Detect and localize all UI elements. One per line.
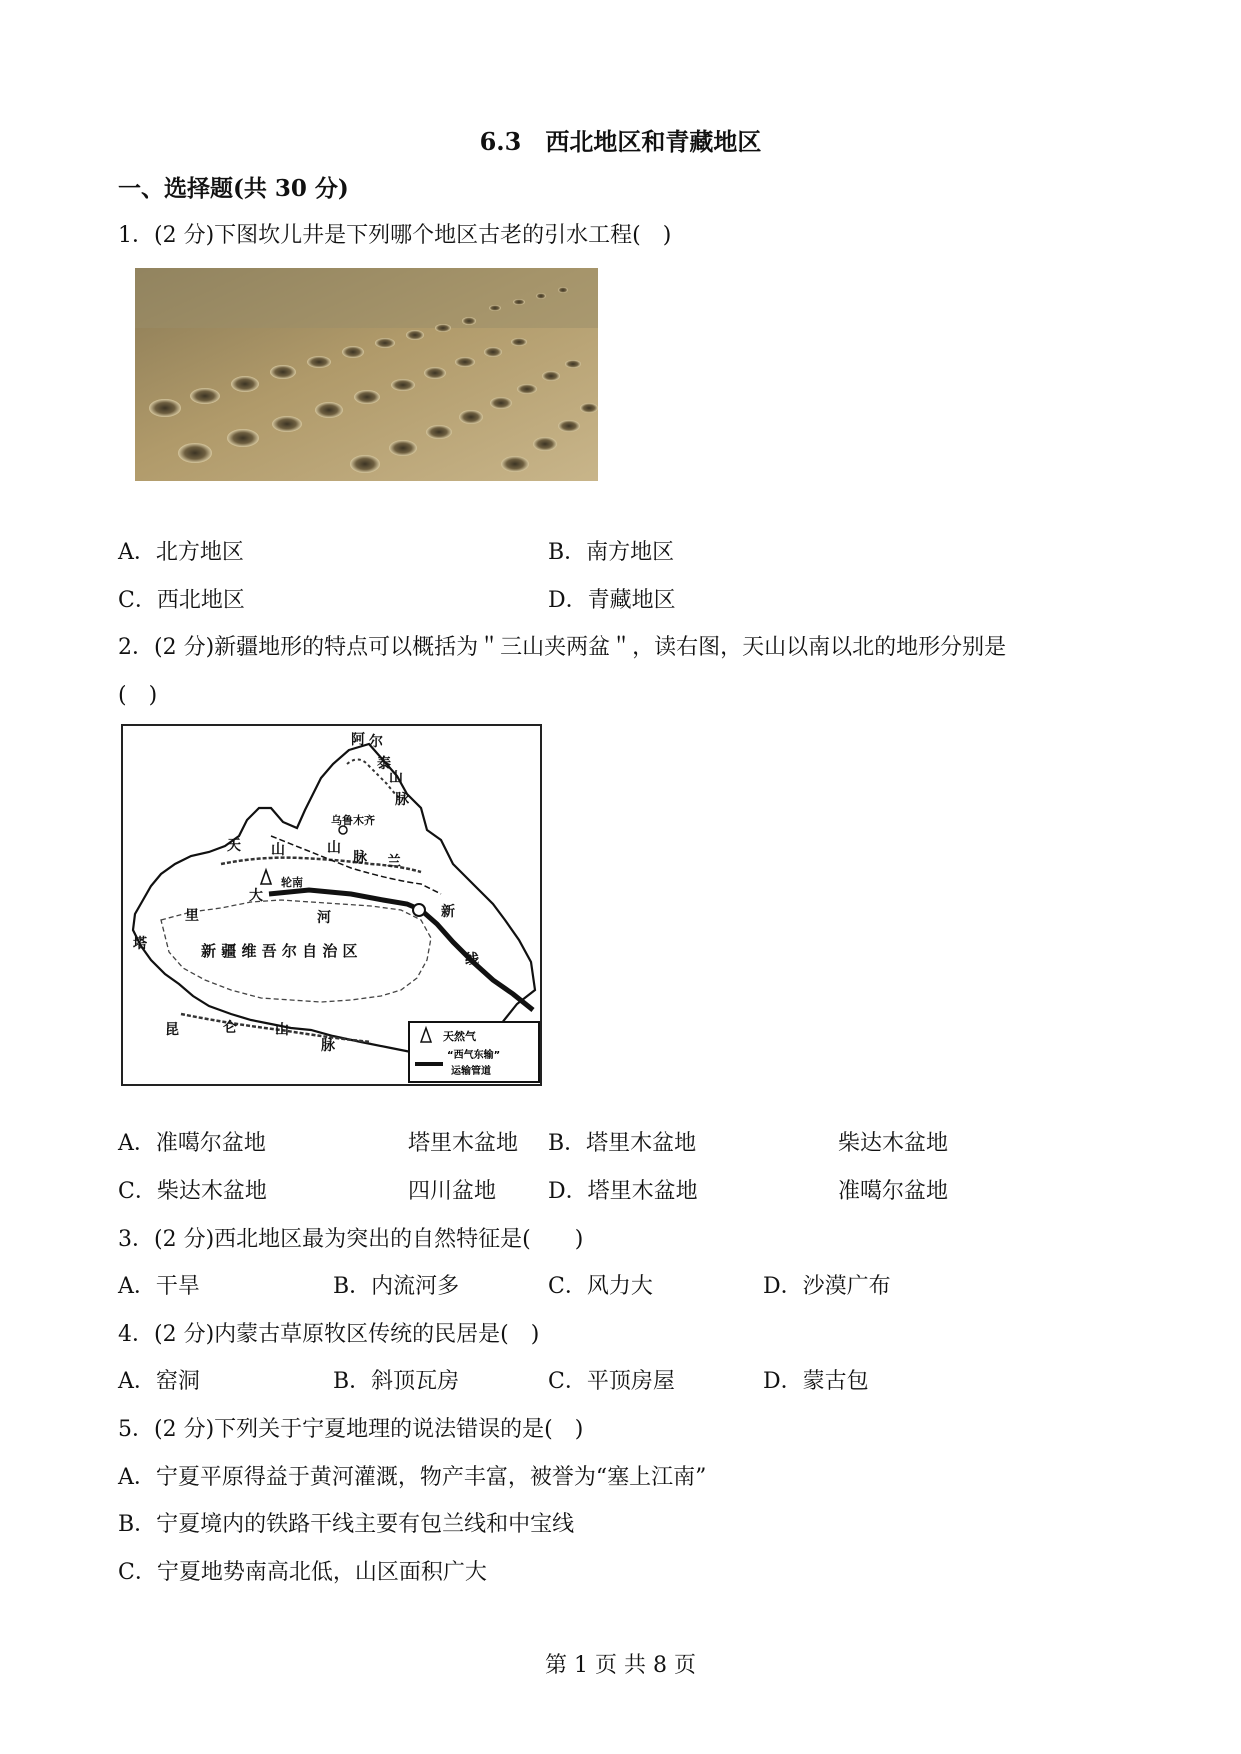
label-he: 河 — [317, 910, 331, 926]
karez-photo — [135, 268, 598, 481]
q1-option-a[interactable]: A．北方地区 — [118, 540, 244, 565]
question-2-stem-cont: ( ) — [118, 683, 158, 708]
q2-option-a-second: 塔里木盆地 — [408, 1131, 519, 1156]
q1-option-c[interactable]: C．西北地区 — [118, 588, 245, 613]
q2-option-d-second: 准噶尔盆地 — [838, 1179, 949, 1204]
q3-option-a[interactable]: A．干旱 — [118, 1274, 200, 1299]
label-kun: 昆 — [165, 1022, 179, 1038]
q4-option-a[interactable]: A．窑洞 — [118, 1369, 200, 1394]
pipeline-node — [413, 904, 425, 916]
label-kmai: 脉 — [321, 1038, 335, 1054]
page-footer: 第 1 页 共 8 页 — [545, 1653, 696, 1678]
label-tshan2: 山 — [327, 840, 341, 856]
label-tai: 泰 — [377, 756, 391, 772]
question-5-stem: 5．(2 分)下列关于宁夏地理的说法错误的是( ) — [118, 1417, 584, 1442]
label-xian: 线 — [465, 952, 479, 968]
urumqi-marker — [339, 826, 347, 834]
xinjiang-map — [121, 724, 542, 1086]
q2-option-c[interactable]: C．柴达木盆地 — [118, 1179, 267, 1204]
q4-option-d[interactable]: D．蒙古包 — [763, 1369, 869, 1394]
q4-option-b[interactable]: B．斜顶瓦房 — [333, 1369, 460, 1394]
label-mai: 脉 — [395, 792, 409, 808]
label-tian: 天 — [227, 838, 241, 854]
q1-option-d[interactable]: D．青藏地区 — [548, 588, 676, 613]
label-region: 新 疆 维 吾 尔 自 治 区 — [201, 942, 358, 960]
label-da: 大 — [249, 888, 263, 904]
q5-option-c[interactable]: C．宁夏地势南高北低，山区面积广大 — [118, 1560, 487, 1585]
label-urumqi: 乌鲁木齐 — [331, 814, 375, 827]
q5-option-a[interactable]: A．宁夏平原得益于黄河灌溉，物产丰富，被誉为“塞上江南” — [118, 1465, 707, 1490]
legend-pipe-label-2: 运输管道 — [451, 1066, 491, 1077]
section-heading: 一、选择题(共 30 分) — [118, 175, 349, 202]
question-3-stem: 3．(2 分)西北地区最为突出的自然特征是( ) — [118, 1227, 584, 1252]
question-2-stem: 2．(2 分)新疆地形的特点可以概括为＂三山夹两盆＂，读右图，天山以南以北的地形分别是 — [118, 635, 1007, 660]
q3-option-d[interactable]: D．沙漠广布 — [763, 1274, 891, 1299]
map-legend — [409, 1022, 539, 1082]
q1-option-b[interactable]: B．南方地区 — [548, 540, 675, 565]
label-li: 里 — [185, 908, 199, 924]
label-xin: 新 — [441, 904, 455, 920]
q2-option-d[interactable]: D．塔里木盆地 — [548, 1179, 698, 1204]
label-er: 尔 — [369, 734, 383, 750]
legend-gas-label: 天然气 — [443, 1030, 476, 1043]
label-tshan1: 山 — [271, 842, 285, 858]
q4-option-c[interactable]: C．平顶房屋 — [548, 1369, 675, 1394]
legend-pipe-label-1: “西气东输” — [447, 1050, 501, 1061]
label-a: 阿 — [351, 732, 365, 748]
label-ta: 塔 — [133, 936, 147, 952]
label-tmai: 脉 — [353, 850, 367, 866]
karez-photo-image — [135, 268, 598, 481]
q5-option-b[interactable]: B．宁夏境内的铁路干线主要有包兰线和中宝线 — [118, 1512, 575, 1537]
q3-option-c[interactable]: C．风力大 — [548, 1274, 653, 1299]
q2-option-b-second: 柴达木盆地 — [838, 1131, 949, 1156]
q2-option-a[interactable]: A．准噶尔盆地 — [118, 1131, 266, 1156]
page-title: 6.3 西北地区和青藏地区 — [479, 127, 762, 156]
question-4-stem: 4．(2 分)内蒙古草原牧区传统的民居是( ) — [118, 1322, 540, 1347]
label-lunnan: 轮南 — [281, 876, 303, 889]
q3-option-b[interactable]: B．内流河多 — [333, 1274, 460, 1299]
label-lan: 兰 — [387, 854, 401, 870]
label-lun2: 仑 — [223, 1020, 237, 1036]
label-kshan: 山 — [275, 1022, 289, 1038]
q2-option-b[interactable]: B．塔里木盆地 — [548, 1131, 697, 1156]
question-1-stem: 1．(2 分)下图坎儿井是下列哪个地区古老的引水工程( ) — [118, 223, 672, 248]
q2-option-c-second: 四川盆地 — [408, 1179, 497, 1204]
label-shan: 山 — [389, 770, 403, 786]
